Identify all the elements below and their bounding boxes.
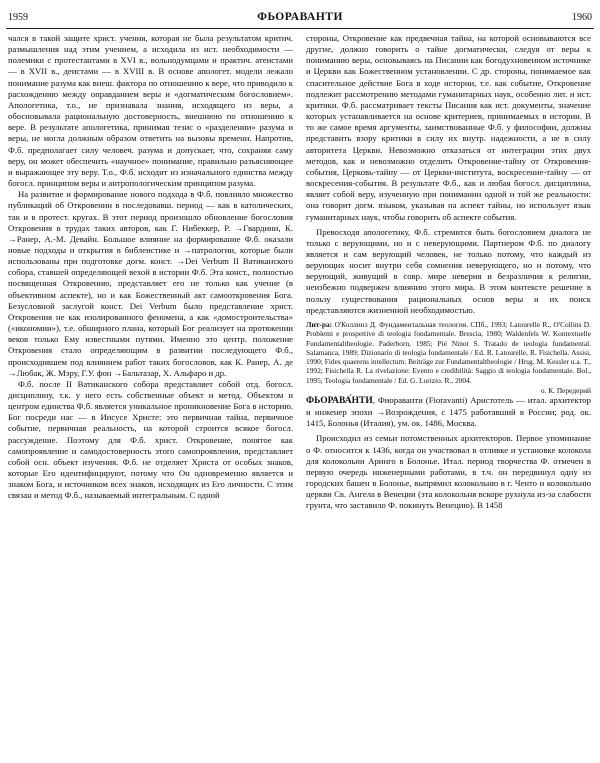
paragraph: Превосходя апологетику, Ф.б. стремится быть богословием диалога не только с верующими, но и с неверующими. Партнером Ф.б. по диалогу является и сам верующий человек, не только потому, что каждый из верующих носит внутри себя сомнения неверующего, но и потому, что верующий, живущий в совр. мире неверия и безразличия к религии, неизбежно подвержен влиянию этого мира. В этом контексте решение в пользу существования рациональных основ веры и их поиск представляются жизненной необходимостью. (306, 226, 591, 315)
right-column (306, 33, 591, 512)
page-title: ФЬОРАВАНТИ (257, 11, 343, 23)
entry-heading: ФЬОРАВА́НТИ, Фиораванти (Fioravanti) Аристотель — итал. архитектор и инженер эпохи →Возрождения, с 1475 работавший в России; род. ок. 1415, Болонья (Италия), ум. ок. 1486, Москва. (306, 394, 591, 429)
paragraph: Происходил из семьи потомственных архитекторов. Первое упоминание о Ф. относится к 1436, когда он участвовал в отливке и установке колокола для колокольни Аринго в Болонье. Итал. период творчества Ф. отмечен в первую очередь инженерными работами, в т.ч. он передвинул одну из городских башен в Болонье, выпрямил колокольню в г. Ченто и колокольню церкви Св. Ангела в Венеции (эта колокольня вскоре рухнула из-за слабости грунта, что заставило Ф. покинуть Венецию). В 1458 (306, 433, 591, 511)
literature-list: О'Коллинз Д. Фундаментальная теология. СПб., 1993; Latourelle R., O'Collins D. Problemi e prospettive di teologia fondamentale. Brescia, 1980; Waldenfels W. Kontextuelle Fundamentaltheologie. Paderborn, 1985; Pié Ninot S. Tratado de teología fundamental. Salamanca, 1989; Dizionario di teologia fondamentale / Ed. R. Latourelle, R. Fisichella. Assisi, 1990; Fides quaerens intellectum: Beiträge zur Fundamentaltheologie / Hrsg. M. Kessler u.a. T., 1992; Fisichella R. La rivelazione: Evento e credibilità: Saggio di teologia fondamentale. Bol., 1995; Teologia fondamentale / Ed. G. Lorizio. R., 2004. (306, 319, 591, 385)
page-number-right: 1960 (572, 12, 592, 23)
running-header (0, 12, 600, 28)
left-column (8, 33, 293, 502)
author-signature: о. К. Передерий (540, 385, 591, 395)
paragraph: стороны, Откровение как предвечная тайна, на которой основываются все другие, должно говорить о тайне догматически, следуя от веры к пониманию веры, основываясь на Писании как богодухновенном источнике и Церкви как Божественном установлении. С др. стороны, понимаемое как спасительное действие Бога в ходе истории, т.е. как событие, Откровение подлежит рассмотрению методами гуманитарных наук, особенно лит. и ист. критики. Ф.б. рассматривает тексты Писания как ист. документы, значение которых устанавливается на основе критериев, принимаемых в истории. В то же самое время аргументы, заимствованные Ф.б. у философии, должны представить взору критики в силу их внутр. надежности, а не в силу авторитета Церкви. Невозможно отказаться от интеграции этих двух методов, как и невозможно отделить Откровение-тайну от Откровения-события, Церковь-тайну — от Церкви-института, воскресение-тайну — от воскресения-события. В результате Ф.б., как и любая богосл. дисциплина, являет собой веру, изученную при понимании одной и той же реальности: она говорит догм. языком, указывая на аспект тайны, но использует язык гуманитарных наук, чтобы говорить об аспекте события. (306, 33, 591, 222)
literature-block (306, 320, 591, 385)
literature-label: Лит-ра: (306, 319, 333, 329)
entry-headword: ФЬОРАВА́НТИ (306, 395, 373, 406)
paragraph: На развитие и формирование нового подхода в Ф.б. повлияло множество публикаций об Откровении в последовавш. период — как в католических, так и в протест. кругах. В этот период произошло обновление богословия Откровения в трудах таких авторов, как Г. Нибеккер, Р. →Гвардини, К. →Ранер, А.-М. Девайн. Большое влияние на формирование Ф.б. оказали новые подходы и открытия в библеистике и →патрологии, которые были использованы при подготовке догм. конст. →Dei Verbum II Ватиканского собора, ставшей определяющей вехой в истории Ф.б. Эта конст., полностью посвященная Откровению, представляет его не только как учение (в объективном аспекте), но и как Божественный акт самооткровения Бога. Безусловной заслугой конст. Dei Verbum было представление христ. Откровения не как изолированного феномена, а как «домостроительства» («икономии»), т.е. обширного плана, который Бог реализует на протяжении веков только Ему известными путями. Именно это центр. положение Откровения стало определяющим в развитии последующего Ф.б., происходившем под влиянием работ таких богословов, как К. Ранер, А. де →Любак, Ж. Мэру, Г.У. фон →Бальтазар, Х. Альфаро и др. (8, 189, 293, 378)
paragraph: Ф.б. после II Ватиканского собора представляет собой отд. богосл. дисциплину, т.к. у него есть собственные объект и метод. Объектом и центром единства Ф.б. является уникальное проникновение Бога в историю. Бог посреди нас — в Иисусе Христе: это первичная тайна, первичное событие, первичная реальность, на которой строится всякое богосл. рассуждение. Поэтому для Ф.б. христ. Откровение, понятое как самопроявление и самодостоверность этого самопроявления, представляет собой осн. объект изучения. Ф.б. не отделяет Христа от особых знаков, которые Его идентифицируют, потому что Он одновременно является и знаком Бога, и источником всех знаков, исходящих из Его личности. С этим связан и метод Ф.б., называемый интегральным. С одной (8, 378, 293, 501)
page-number-left: 1959 (8, 12, 28, 23)
header-rule (6, 28, 594, 29)
paragraph: чался в такой защите христ. учения, которая не была результатом критич. размышления над этим учением, а исходила из ист. необходимости — полемики с протестантами в XVI в., вольнодумцами и практич. атеистами — в XVII в., деистами — в XVIII в. В основе апологет. модели лежало понимание разума как внеш. фактора по отношению к вере, что приводило к расхождению между оправданием веры и «догматическим богословием». Апологетика, т.о., не признавала знания, исходящего из веры, а обосновывала рациональную достоверность, внешнюю по отношению к вере. В результате апологетика, принимая тезис о «разделении» разума и веры, не могла должным образом ответить на вызовы времени. Напротив, Ф.б. предполагает силу человеч. разума и допускает, что, сохраняя саму веру, он может обеспечить «научное» понимание, правильно разъясняющее и выражающее эту веру. Т.о., Ф.б. исходит из изначального единства между богосл. принципом веры и антропологическим принципом разума. (8, 33, 293, 189)
entry-head-text: Фиораванти (Fioravanti) Аристотель — итал. архитектор и инженер эпохи →Возрождения, с 1475 работавший в России; род. ок. 1415, Болонья (Италия), ум. ок. 1486, Москва. (306, 394, 591, 429)
